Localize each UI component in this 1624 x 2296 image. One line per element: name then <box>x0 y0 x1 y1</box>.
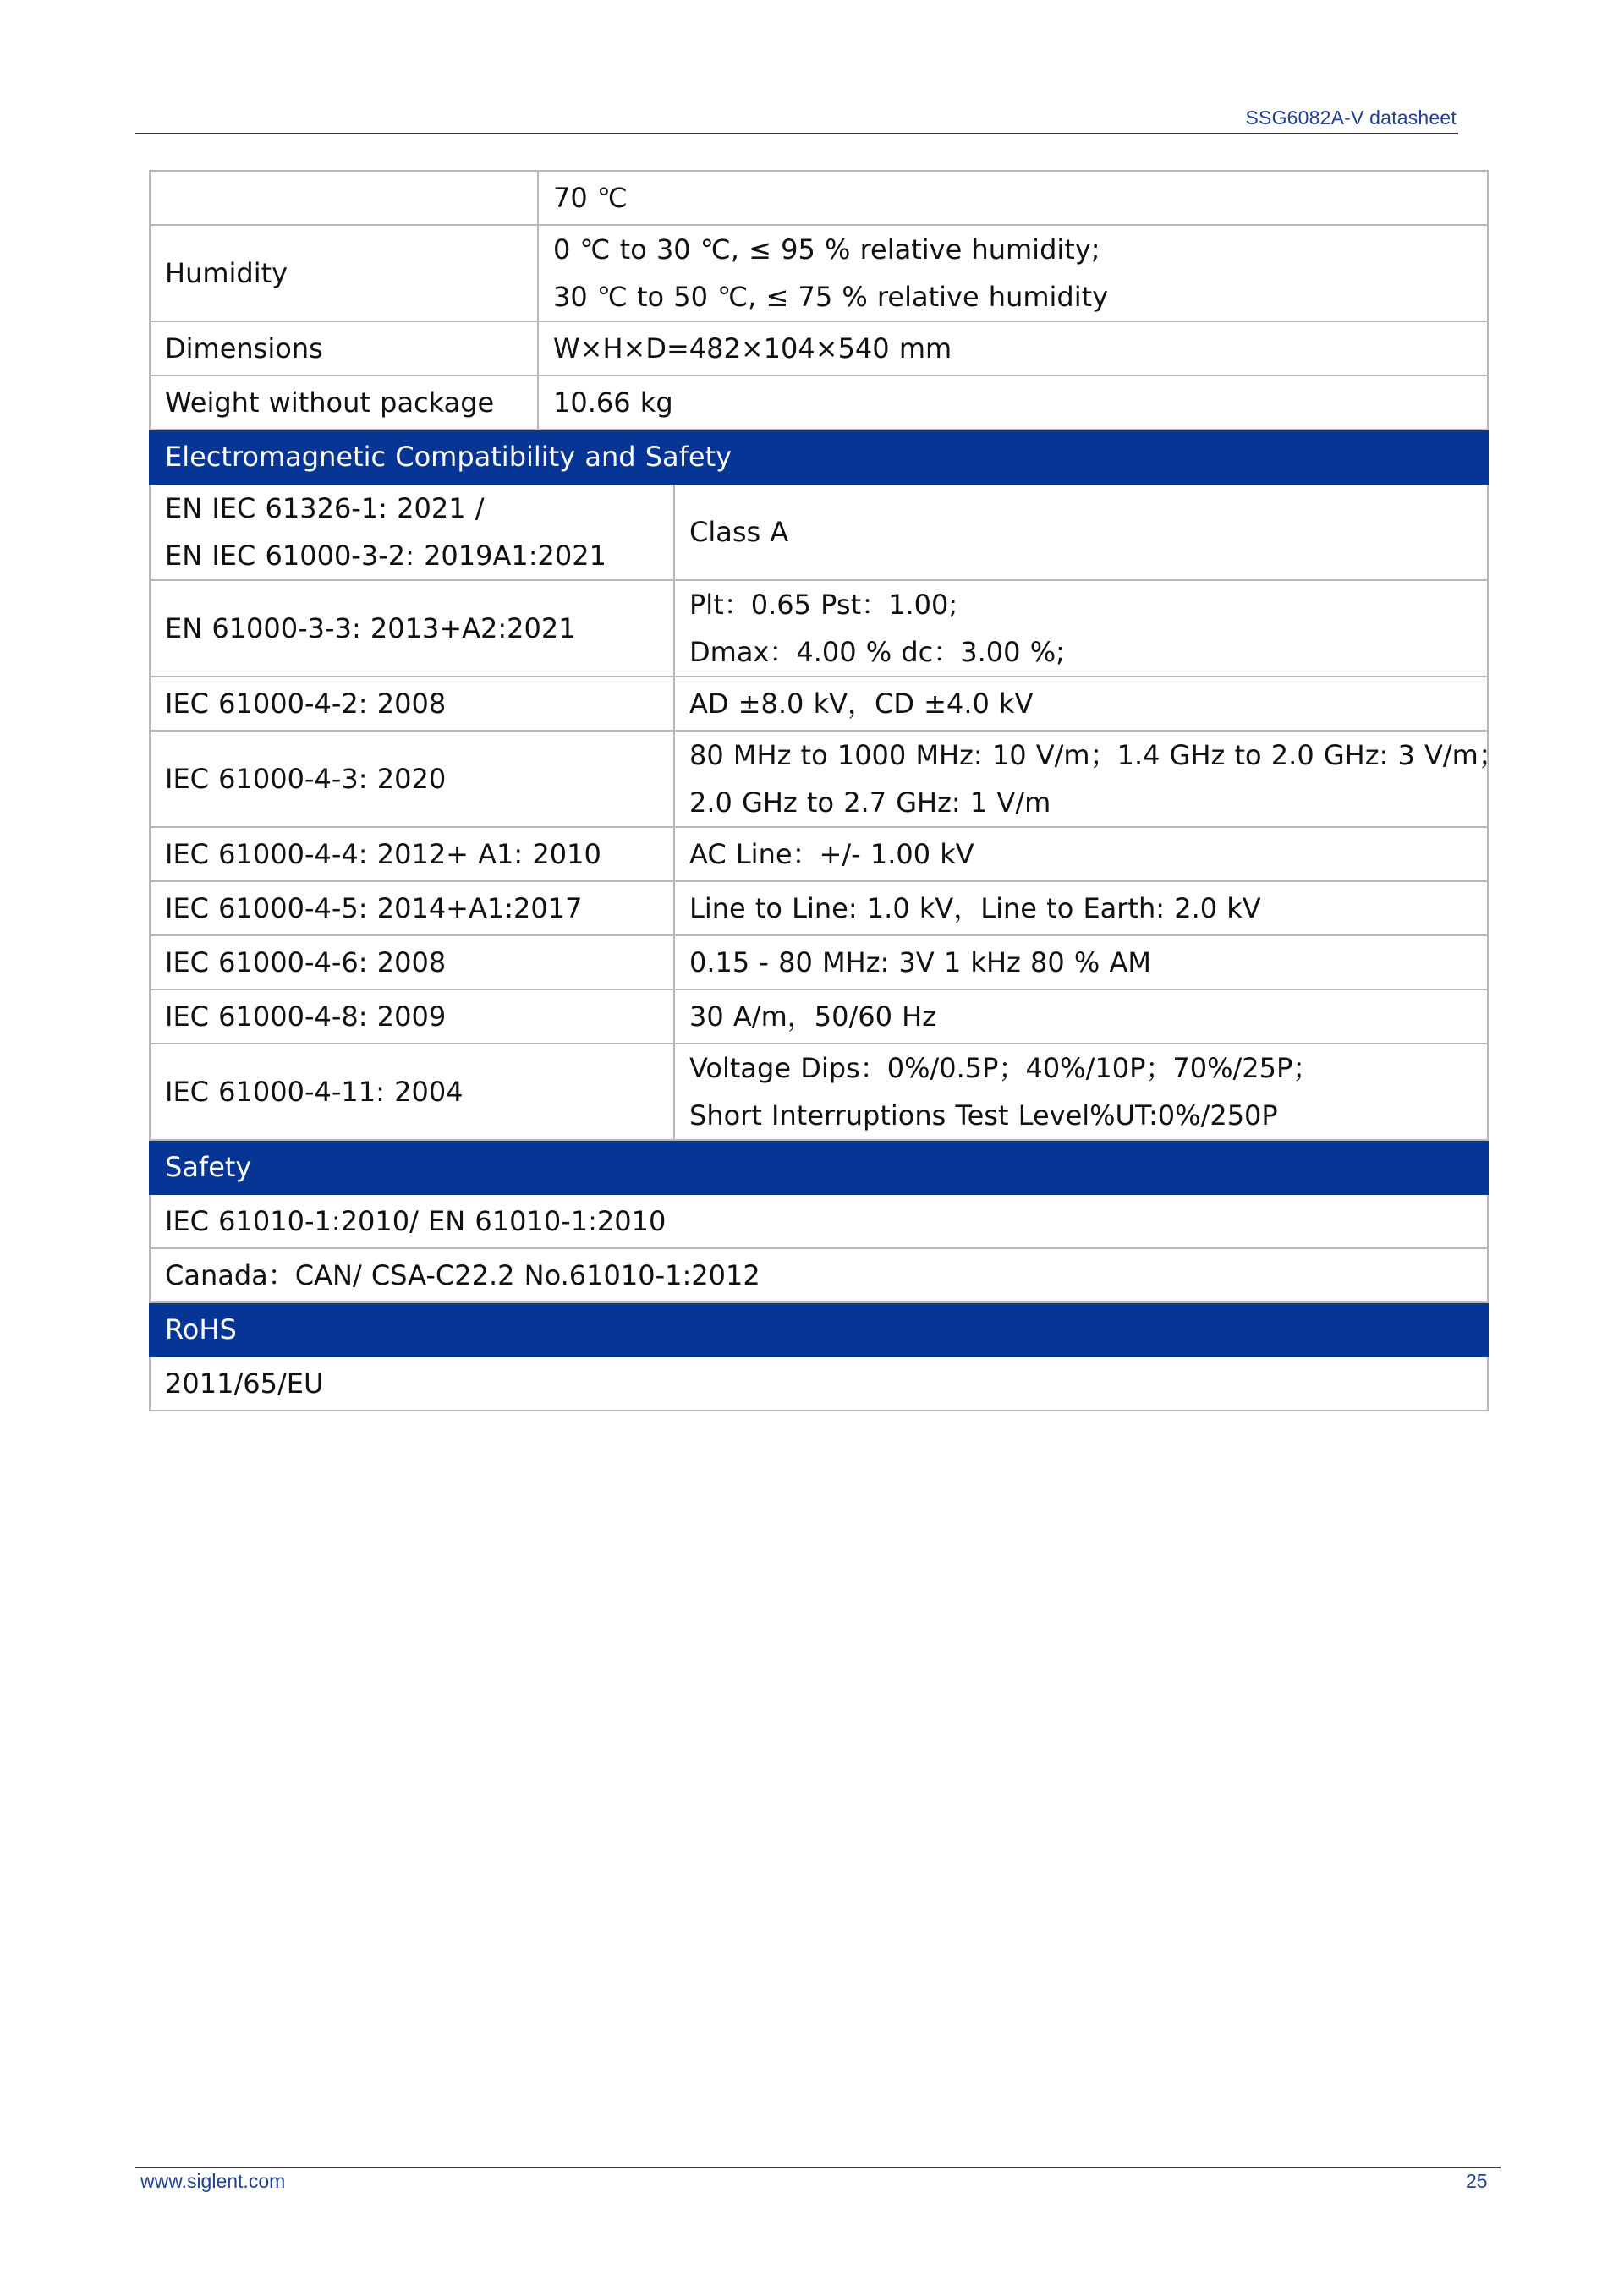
footer-divider <box>135 2167 1501 2168</box>
weight-label: Weight without package <box>150 375 538 430</box>
table-row <box>150 321 1488 375</box>
standard-value-line: 2.0 GHz to 2.7 GHz: 1 V/m <box>689 786 1051 819</box>
standard-value <box>674 1044 1488 1140</box>
standard-label-line: EN IEC 61000-3-2: 2019A1:2021 <box>165 540 606 572</box>
table-row <box>150 225 1488 321</box>
header-divider <box>135 133 1458 134</box>
standard-value-line: 80 MHz to 1000 MHz: 10 V/m；1.4 GHz to 2.0 GHz: 3 V/m； <box>689 739 1506 771</box>
standard-label: IEC 61000-4-4: 2012+ A1: 2010 <box>150 827 674 881</box>
standard-value: AD ±8.0 kV，CD ±4.0 kV <box>674 677 1488 731</box>
humidity-label: Humidity <box>150 225 538 321</box>
standard-label: IEC 61000-4-3: 2020 <box>150 731 674 827</box>
standard-value-line: Plt：0.65 Pst：1.00; <box>689 589 958 621</box>
row-label-empty <box>150 171 538 225</box>
standard-value <box>674 580 1488 677</box>
standard-value: AC Line：+/- 1.00 kV <box>674 827 1488 881</box>
rohs-directive: 2011/65/EU <box>150 1356 1488 1411</box>
standard-value: Class A <box>674 484 1488 580</box>
section-header-emc <box>150 430 1488 484</box>
standard-label: IEC 61000-4-11: 2004 <box>150 1044 674 1140</box>
standard-value <box>674 731 1506 827</box>
table-row <box>150 935 1488 989</box>
table-row <box>150 881 1488 935</box>
document-header-title: SSG6082A-V datasheet <box>1245 107 1457 129</box>
standard-label <box>150 484 674 580</box>
page-number: 25 <box>1466 2170 1488 2192</box>
standard-label: EN 61000-3-3: 2013+A2:2021 <box>150 580 674 677</box>
table-row <box>150 677 1488 731</box>
standard-value-line: Dmax：4.00 % dc：3.00 %; <box>689 636 1065 668</box>
dimensions-value: W×H×D=482×104×540 mm <box>538 321 1488 375</box>
standard-value: Line to Line: 1.0 kV，Line to Earth: 2.0 kV <box>674 881 1488 935</box>
section-title: Safety <box>150 1140 1488 1194</box>
standard-value: 0.15 - 80 MHz: 3V 1 kHz 80 % AM <box>674 935 1488 989</box>
table-row <box>150 731 1488 827</box>
standard-value-line: Short Interruptions Test Level%UT:0%/250P <box>689 1099 1278 1132</box>
specifications-table <box>149 170 1506 1411</box>
section-header-rohs <box>150 1302 1488 1356</box>
table-row <box>150 484 1488 580</box>
table-row <box>150 1248 1488 1302</box>
standard-value-line: Voltage Dips：0%/0.5P；40%/10P；70%/25P； <box>689 1052 1320 1084</box>
humidity-value-line: 0 ℃ to 30 ℃, ≤ 95 % relative humidity; <box>553 233 1100 266</box>
standard-label: IEC 61000-4-2: 2008 <box>150 677 674 731</box>
weight-value: 10.66 kg <box>538 375 1488 430</box>
section-title: Electromagnetic Compatibility and Safety <box>150 430 1488 484</box>
table-row <box>150 989 1488 1044</box>
safety-standard: IEC 61010-1:2010/ EN 61010-1:2010 <box>150 1194 1488 1248</box>
table-row <box>150 1356 1488 1411</box>
humidity-value <box>538 225 1488 321</box>
table-row <box>150 1044 1488 1140</box>
table-row <box>150 1194 1488 1248</box>
standard-label: IEC 61000-4-8: 2009 <box>150 989 674 1044</box>
section-title: RoHS <box>150 1302 1488 1356</box>
standard-label: IEC 61000-4-6: 2008 <box>150 935 674 989</box>
table-row <box>150 375 1488 430</box>
footer-website: www.siglent.com <box>140 2170 286 2192</box>
section-header-safety <box>150 1140 1488 1194</box>
standard-label-line: EN IEC 61326-1: 2021 / <box>165 492 485 524</box>
table-row <box>150 827 1488 881</box>
standard-label: IEC 61000-4-5: 2014+A1:2017 <box>150 881 674 935</box>
safety-standard: Canada：CAN/ CSA-C22.2 No.61010-1:2012 <box>150 1248 1488 1302</box>
operating-temperature-value: 70 ℃ <box>538 171 1488 225</box>
humidity-value-line: 30 ℃ to 50 ℃, ≤ 75 % relative humidity <box>553 281 1109 313</box>
table-row <box>150 171 1488 225</box>
standard-value: 30 A/m，50/60 Hz <box>674 989 1488 1044</box>
table-row <box>150 580 1488 677</box>
dimensions-label: Dimensions <box>150 321 538 375</box>
